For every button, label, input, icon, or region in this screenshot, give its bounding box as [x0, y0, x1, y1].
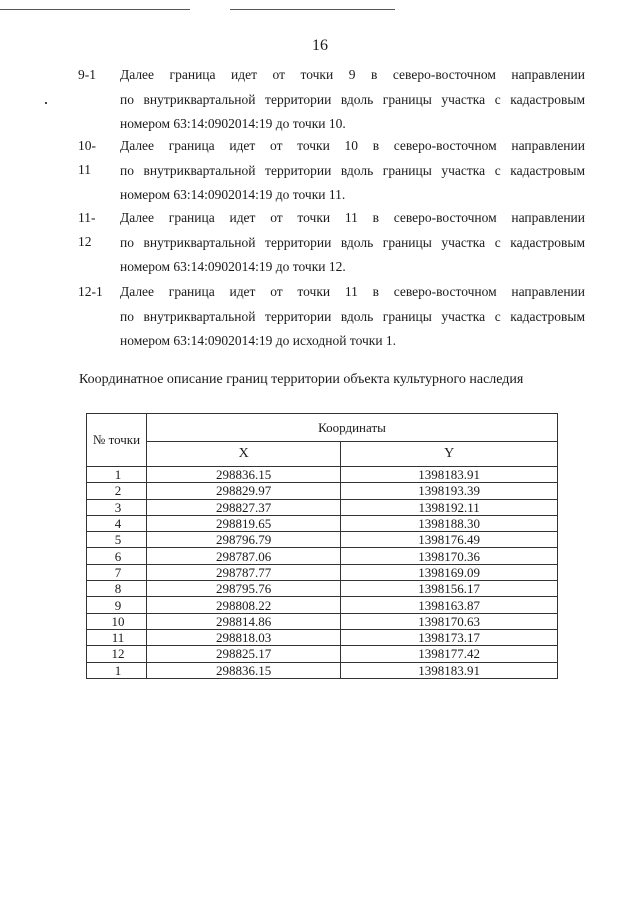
- point-number-cell: 5: [87, 532, 147, 548]
- y-coordinate-cell: 1398176.49: [341, 532, 558, 548]
- table-row: [87, 532, 558, 548]
- paragraph-line: Далее граница идет от точки 9 в северо-восточном направлении: [120, 67, 585, 82]
- paragraph-number: [78, 63, 114, 87]
- y-coordinate-cell: 1398170.63: [341, 613, 558, 629]
- table-row: [87, 646, 558, 662]
- x-coordinate-cell: 298814.86: [147, 613, 341, 629]
- y-header: Y: [341, 442, 558, 467]
- point-number-cell: 4: [87, 515, 147, 531]
- y-coordinate-cell: 1398177.42: [341, 646, 558, 662]
- paragraph-number: [78, 134, 114, 182]
- coordinates-table: [86, 413, 558, 679]
- table-row: [87, 499, 558, 515]
- x-coordinate-cell: 298825.17: [147, 646, 341, 662]
- x-header: X: [147, 442, 341, 467]
- table-row: [87, 564, 558, 580]
- top-rule-left: [0, 9, 190, 10]
- paragraph-line: номером 63:14:0902014:19 до точки 12.: [120, 259, 346, 274]
- table-row: [87, 581, 558, 597]
- table-caption: Координатное описание границ территории объекта культурного наследия: [79, 372, 524, 387]
- paragraph-line: номером 63:14:0902014:19 до точки 10.: [120, 116, 346, 131]
- y-coordinate-cell: 1398193.39: [341, 483, 558, 499]
- point-number-cell: 10: [87, 613, 147, 629]
- y-coordinate-cell: 1398169.09: [341, 564, 558, 580]
- point-number-cell: 7: [87, 564, 147, 580]
- y-coordinate-cell: 1398188.30: [341, 515, 558, 531]
- paragraph-text: [120, 280, 585, 354]
- page-number: 16: [312, 37, 328, 54]
- paragraph-line: номером 63:14:0902014:19 до исходной точки 1.: [120, 333, 397, 348]
- paragraph-line: Далее граница идет от точки 11 в северо-восточном направлении: [120, 284, 585, 299]
- x-coordinate-cell: 298829.97: [147, 483, 341, 499]
- paragraph-number-line: 12: [78, 234, 92, 249]
- paragraph-line: номером 63:14:0902014:19 до точки 11.: [120, 187, 346, 202]
- paragraph-number-line: 9-1: [78, 67, 96, 82]
- y-coordinate-cell: 1398192.11: [341, 499, 558, 515]
- paragraph-line: по внутриквартальной территории вдоль границы участка с кадастровым: [120, 162, 585, 178]
- point-number-cell: 6: [87, 548, 147, 564]
- table-row: [87, 613, 558, 629]
- y-coordinate-cell: 1398173.17: [341, 629, 558, 645]
- paragraph-number-line: 12-1: [78, 284, 103, 299]
- coordinates-table-body: [87, 467, 558, 679]
- table-row: [87, 662, 558, 678]
- x-coordinate-cell: 298787.06: [147, 548, 341, 564]
- paragraph-line: по внутриквартальной территории вдоль границы участка с кадастровым: [120, 234, 585, 250]
- point-number-cell: 9: [87, 597, 147, 613]
- y-coordinate-cell: 1398170.36: [341, 548, 558, 564]
- table-row: [87, 515, 558, 531]
- point-number-header: № точки: [87, 414, 147, 467]
- coordinates-header: Координаты: [147, 414, 558, 442]
- point-number-cell: 8: [87, 581, 147, 597]
- x-coordinate-cell: 298796.79: [147, 532, 341, 548]
- y-coordinate-cell: 1398156.17: [341, 581, 558, 597]
- paragraph-line: Далее граница идет от точки 10 в северо-восточном направлении: [120, 138, 585, 153]
- paragraph-number-line: 11-: [78, 210, 96, 225]
- scan-speck: [45, 102, 47, 104]
- x-coordinate-cell: 298819.65: [147, 515, 341, 531]
- paragraph-number: [78, 280, 114, 304]
- x-coordinate-cell: 298808.22: [147, 597, 341, 613]
- paragraph-number: [78, 206, 114, 254]
- point-number-cell: 12: [87, 646, 147, 662]
- point-number-cell: 11: [87, 629, 147, 645]
- x-coordinate-cell: 298787.77: [147, 564, 341, 580]
- paragraph-number-line: 11: [78, 162, 91, 177]
- table-row: [87, 548, 558, 564]
- x-coordinate-cell: 298827.37: [147, 499, 341, 515]
- paragraph-line: Далее граница идет от точки 11 в северо-восточном направлении: [120, 210, 585, 225]
- table-row: [87, 467, 558, 483]
- point-number-cell: 2: [87, 483, 147, 499]
- table-row: [87, 629, 558, 645]
- y-coordinate-cell: 1398163.87: [341, 597, 558, 613]
- x-coordinate-cell: 298836.15: [147, 467, 341, 483]
- x-coordinate-cell: 298795.76: [147, 581, 341, 597]
- point-number-cell: 1: [87, 467, 147, 483]
- point-number-cell: 3: [87, 499, 147, 515]
- y-coordinate-cell: 1398183.91: [341, 662, 558, 678]
- paragraph-number-line: 10-: [78, 138, 96, 153]
- x-coordinate-cell: 298818.03: [147, 629, 341, 645]
- paragraph-line: по внутриквартальной территории вдоль границы участка с кадастровым: [120, 308, 585, 324]
- table-row: [87, 597, 558, 613]
- paragraph-text: [120, 134, 585, 208]
- x-coordinate-cell: 298836.15: [147, 662, 341, 678]
- paragraph-text: [120, 206, 585, 280]
- table-row: [87, 483, 558, 499]
- paragraph-line: по внутриквартальной территории вдоль границы участка с кадастровым: [120, 91, 585, 107]
- top-rule-right: [230, 9, 395, 10]
- point-number-cell: 1: [87, 662, 147, 678]
- y-coordinate-cell: 1398183.91: [341, 467, 558, 483]
- paragraph-text: [120, 63, 585, 137]
